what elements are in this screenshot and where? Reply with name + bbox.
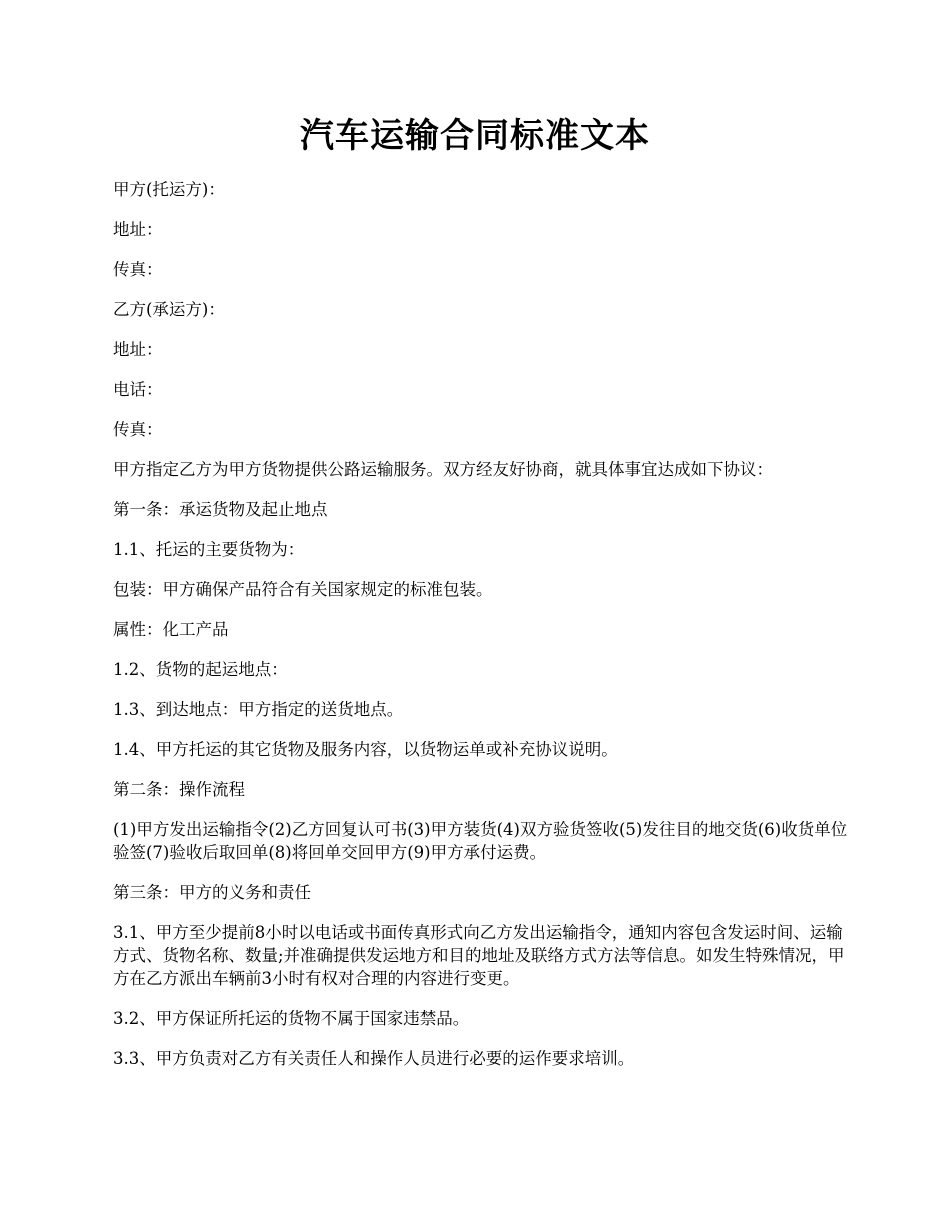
document-body (113, 178, 853, 1087)
clause-3-2: 3.2、甲方保证所托运的货物不属于国家违禁品。 (113, 1009, 470, 1028)
document-title: 汽车运输合同标准文本 (300, 116, 650, 156)
party-a-label: 甲方(托运方)： (113, 180, 225, 199)
article-3-heading: 第三条：甲方的义务和责任 (113, 883, 311, 902)
attribute-paragraph: 属性：化工产品 (113, 620, 229, 639)
party-b-phone: 电话： (113, 380, 163, 399)
article-1-heading: 第一条：承运货物及起止地点 (113, 500, 328, 519)
party-b-address: 地址： (113, 340, 163, 359)
process-paragraph: (1)甲方发出运输指令(2)乙方回复认可书(3)甲方装货(4)双方验货签收(5)发往目的地交货(6)收货单位验签(7)验收后取回单(8)将回单交回甲方(9)甲方承付运费。 (113, 820, 848, 862)
packaging-paragraph: 包装：甲方确保产品符合有关国家规定的标准包装。 (113, 580, 493, 599)
clause-1-1: 1.1、托运的主要货物为： (113, 540, 305, 559)
party-b-fax: 传真： (113, 420, 163, 439)
clause-1-4: 1.4、甲方托运的其它货物及服务内容，以货物运单或补充协议说明。 (113, 740, 618, 759)
clause-1-2: 1.2、货物的起运地点： (113, 660, 288, 679)
clause-1-3: 1.3、到达地点：甲方指定的送货地点。 (113, 700, 404, 719)
preamble-paragraph: 甲方指定乙方为甲方货物提供公路运输服务。双方经友好协商，就具体事宜达成如下协议： (113, 460, 773, 479)
article-2-heading: 第二条：操作流程 (113, 780, 245, 799)
party-a-fax: 传真： (113, 260, 163, 279)
clause-3-1: 3.1、甲方至少提前8小时以电话或书面传真形式向乙方发出运输指令，通知内容包含发运时间、运输方式、货物名称、数量;并准确提供发运地方和目的地址及联络方式方法等信息。如发生特殊情况，甲方在乙方派出车辆前3小时有权对合理的内容进行变更。 (113, 923, 845, 988)
party-b-label: 乙方(承运方)： (113, 300, 225, 319)
party-a-address: 地址： (113, 220, 163, 239)
clause-3-3: 3.3、甲方负责对乙方有关责任人和操作人员进行必要的运作要求培训。 (113, 1049, 635, 1068)
